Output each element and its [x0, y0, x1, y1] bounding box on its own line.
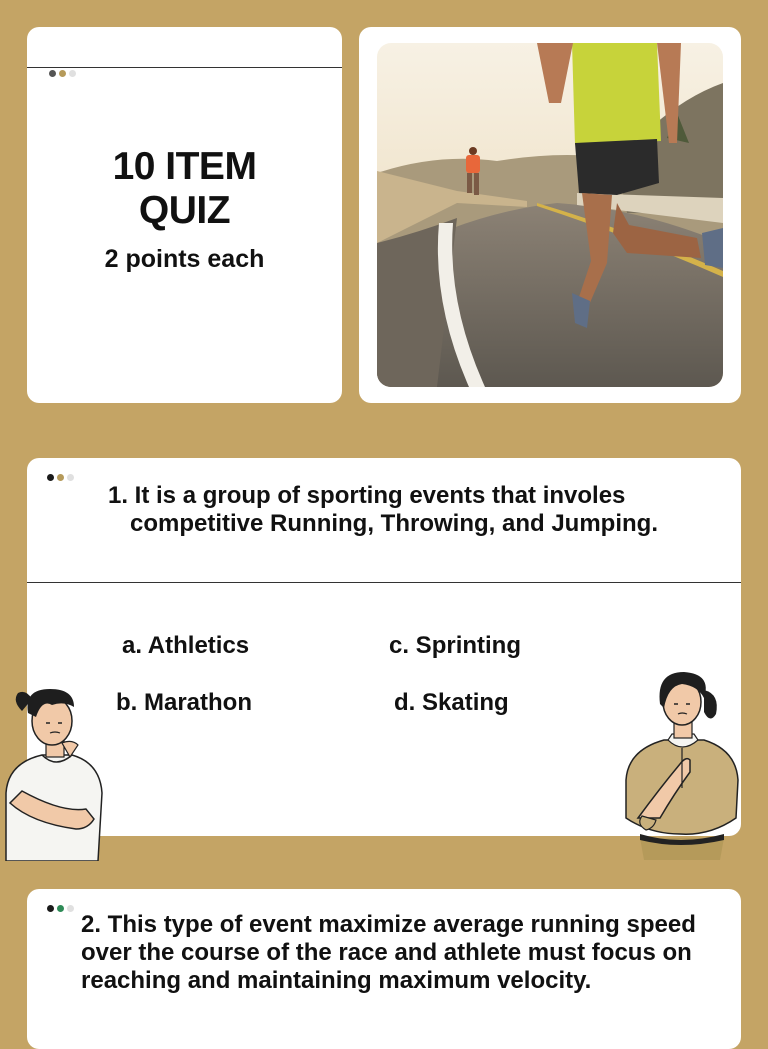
dot-icon — [47, 905, 54, 912]
dot-icon — [47, 474, 54, 481]
dot-icon — [69, 70, 76, 77]
photo-card — [359, 27, 741, 403]
option-c[interactable]: c. Sprinting — [389, 632, 521, 659]
quiz-title — [27, 145, 342, 233]
dot-icon — [57, 474, 64, 481]
quiz-subtitle: 2 points each — [104, 245, 265, 273]
dot-icon — [57, 905, 64, 912]
runner-photo — [377, 43, 723, 387]
dot-icon — [67, 905, 74, 912]
option-a[interactable]: a. Athletics — [122, 632, 250, 659]
question-1-text: 1. It is a group of sporting events that involes competitive Running, Throwing, and Jumping. — [108, 482, 658, 537]
window-dots — [47, 474, 74, 481]
quiz-title-line2: QUIZ — [138, 189, 231, 232]
thinking-boy-illustration — [2, 683, 110, 861]
option-b[interactable]: b. Marathon — [116, 689, 252, 716]
question-2-text: 2. This type of event maximize average running speed over the course of the race and athlete must focus on reaching and maintaining maximum velocity. — [81, 911, 696, 994]
window-dots — [49, 70, 76, 77]
window-dots — [47, 905, 74, 912]
quiz-title-line1: 10 ITEM — [112, 145, 257, 188]
option-d[interactable]: d. Skating — [394, 689, 509, 716]
dot-icon — [59, 70, 66, 77]
divider — [27, 67, 342, 68]
question-2-card — [27, 889, 741, 1049]
dot-icon — [49, 70, 56, 77]
title-card — [27, 27, 342, 403]
divider — [27, 582, 741, 583]
thinking-girl-illustration — [620, 668, 744, 860]
dot-icon — [67, 474, 74, 481]
